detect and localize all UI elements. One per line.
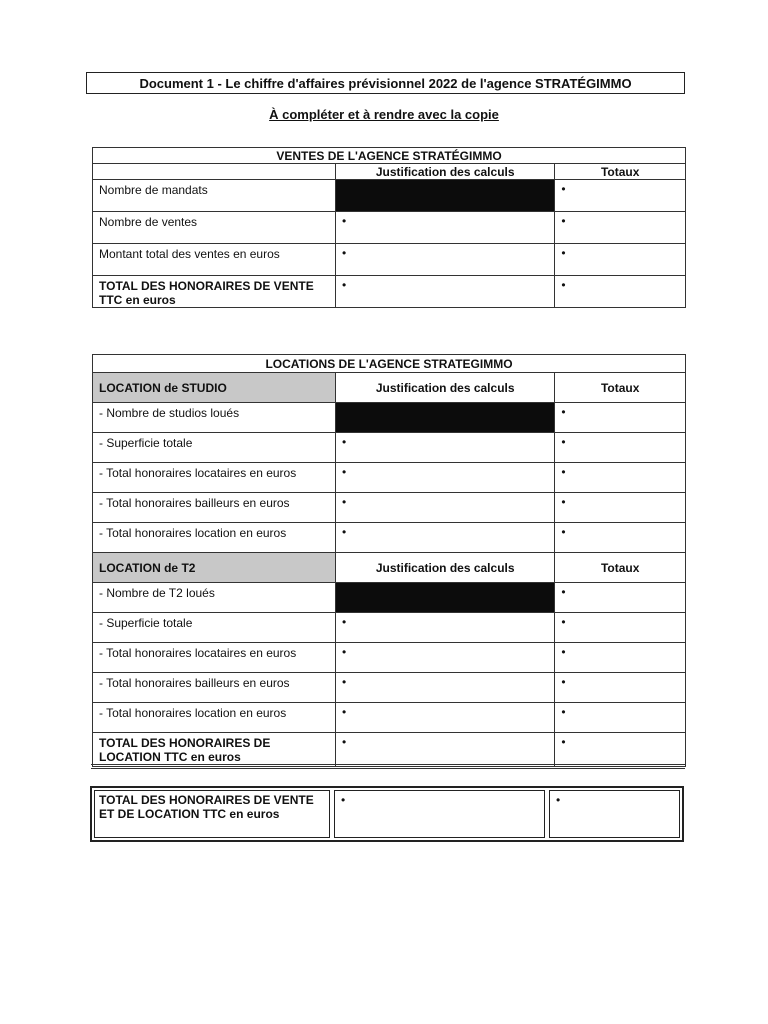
- locations-total-label: TOTAL DES HONORAIRES DE LOCATION TTC en euros: [93, 733, 336, 767]
- studio-row-label: - Nombre de studios loués: [93, 403, 336, 433]
- grand-total-justification-cell[interactable]: •: [334, 790, 545, 838]
- t2-total-cell[interactable]: •: [555, 673, 686, 703]
- t2-justification-cell[interactable]: •: [335, 703, 554, 733]
- studio-row-label: - Superficie totale: [93, 433, 336, 463]
- ventes-total-cell[interactable]: •: [555, 244, 686, 276]
- blacked-out-cell: [335, 180, 554, 212]
- t2-total-cell[interactable]: •: [555, 703, 686, 733]
- ventes-justification-cell[interactable]: •: [335, 276, 554, 308]
- t2-justification-cell[interactable]: •: [335, 643, 554, 673]
- t2-row-label: - Total honoraires locataires en euros: [93, 643, 336, 673]
- t2-row-label: - Total honoraires bailleurs en euros: [93, 673, 336, 703]
- t2-heading: LOCATION de T2: [93, 553, 336, 583]
- t2-total-cell[interactable]: •: [555, 583, 686, 613]
- locations-justification-cell[interactable]: •: [335, 733, 554, 767]
- t2-justification-cell[interactable]: •: [335, 613, 554, 643]
- studio-heading: LOCATION de STUDIO: [93, 373, 336, 403]
- t2-row-label: - Superficie totale: [93, 613, 336, 643]
- studio-justification-cell[interactable]: •: [335, 493, 554, 523]
- studio-justification-cell[interactable]: •: [335, 523, 554, 553]
- t2-col-totaux: Totaux: [555, 553, 686, 583]
- studio-total-cell[interactable]: •: [555, 433, 686, 463]
- ventes-justification-cell[interactable]: •: [335, 212, 554, 244]
- blacked-out-cell: [335, 583, 554, 613]
- locations-table: [92, 354, 686, 767]
- ventes-col-justification: Justification des calculs: [335, 164, 554, 180]
- ventes-table: [92, 147, 686, 308]
- grand-total-value-cell[interactable]: •: [549, 790, 680, 838]
- studio-total-cell[interactable]: •: [555, 493, 686, 523]
- studio-total-cell[interactable]: •: [555, 463, 686, 493]
- double-divider: [91, 764, 685, 769]
- studio-justification-cell[interactable]: •: [335, 463, 554, 493]
- locations-total-cell[interactable]: •: [555, 733, 686, 767]
- ventes-row-label: Nombre de mandats: [93, 180, 336, 212]
- document-title: Document 1 - Le chiffre d'affaires prévisionnel 2022 de l'agence STRATÉGIMMO: [86, 72, 685, 94]
- studio-row-label: - Total honoraires location en euros: [93, 523, 336, 553]
- ventes-row-label: Montant total des ventes en euros: [93, 244, 336, 276]
- ventes-col-totaux: Totaux: [555, 164, 686, 180]
- studio-col-justification: Justification des calculs: [335, 373, 554, 403]
- studio-row-label: - Total honoraires bailleurs en euros: [93, 493, 336, 523]
- ventes-total-cell[interactable]: •: [555, 212, 686, 244]
- ventes-row-label: Nombre de ventes: [93, 212, 336, 244]
- ventes-total-cell[interactable]: •: [555, 276, 686, 308]
- studio-col-totaux: Totaux: [555, 373, 686, 403]
- studio-justification-cell[interactable]: •: [335, 433, 554, 463]
- ventes-justification-cell[interactable]: •: [335, 244, 554, 276]
- t2-col-justification: Justification des calculs: [335, 553, 554, 583]
- instruction-text: À compléter et à rendre avec la copie: [269, 107, 499, 122]
- t2-total-cell[interactable]: •: [555, 643, 686, 673]
- ventes-header-blank: [93, 164, 336, 180]
- t2-justification-cell[interactable]: •: [335, 673, 554, 703]
- studio-row-label: - Total honoraires locataires en euros: [93, 463, 336, 493]
- ventes-total-cell[interactable]: •: [555, 180, 686, 212]
- t2-row-label: - Total honoraires location en euros: [93, 703, 336, 733]
- ventes-total-label: TOTAL DES HONORAIRES DE VENTE TTC en euros: [93, 276, 336, 308]
- t2-total-cell[interactable]: •: [555, 613, 686, 643]
- blacked-out-cell: [335, 403, 554, 433]
- t2-row-label: - Nombre de T2 loués: [93, 583, 336, 613]
- locations-title: LOCATIONS DE L'AGENCE STRATEGIMMO: [93, 355, 686, 373]
- ventes-title: VENTES DE L'AGENCE STRATÉGIMMO: [93, 148, 686, 164]
- studio-total-cell[interactable]: •: [555, 523, 686, 553]
- grand-total-box: [90, 786, 684, 842]
- grand-total-label: TOTAL DES HONORAIRES DE VENTE ET DE LOCATION TTC en euros: [94, 790, 330, 838]
- studio-total-cell[interactable]: •: [555, 403, 686, 433]
